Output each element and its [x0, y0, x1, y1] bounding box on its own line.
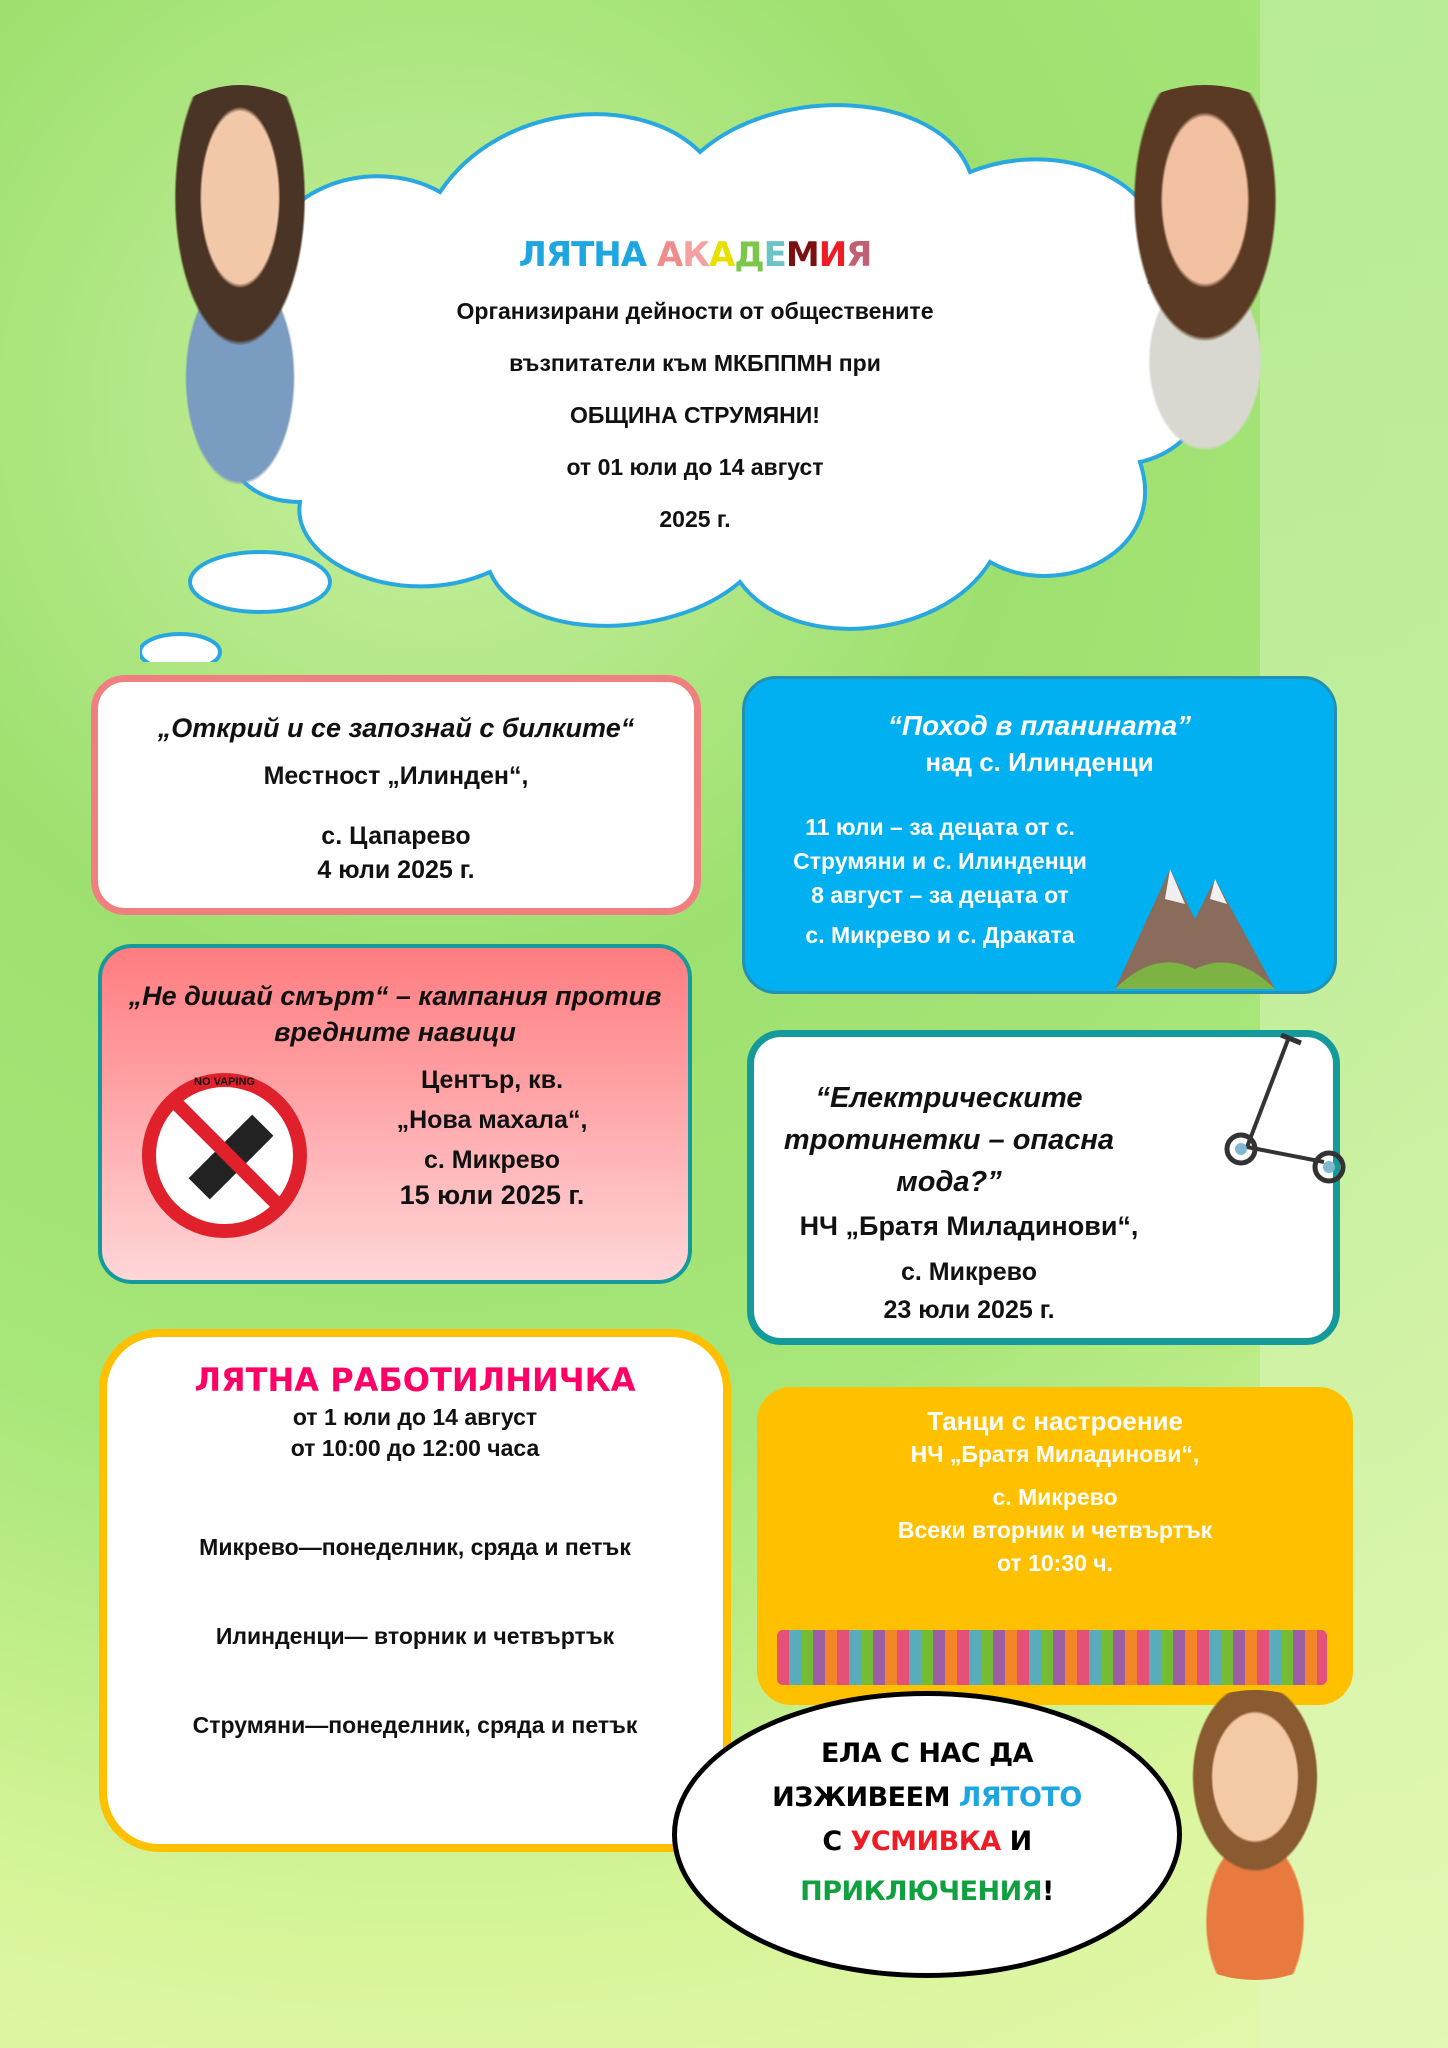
slogan-text: И	[1000, 1826, 1032, 1857]
event-date: 23 юли 2025 г.	[883, 1296, 1055, 1324]
boy-illustration	[1030, 85, 1380, 545]
no-vaping-label: NO VAPING	[194, 1076, 255, 1088]
event-location: НЧ „Братя Миладинови“,	[910, 1441, 1200, 1467]
event-days: Всеки вторник и четвъртък	[897, 1517, 1213, 1543]
event-title: Танци с настроение	[926, 1406, 1183, 1436]
slogan-highlight: ЛЯТОТО	[958, 1782, 1082, 1813]
event-title: „Не дишай смърт“ – кампания против вредните навици	[128, 981, 662, 1048]
header-line: от 01 юли до 14 август	[566, 454, 824, 480]
event-title: “Електрическите тротинетки – опасна мода?”	[783, 1082, 1115, 1198]
event-village: с. Микрево	[901, 1258, 1037, 1286]
title-letter: Е	[763, 235, 786, 275]
header-line: 2025 г.	[659, 506, 731, 532]
header-text	[330, 225, 1060, 545]
slogan-highlight: ПРИКЛЮЧЕНИЯ	[800, 1876, 1043, 1907]
title-letter: К	[682, 235, 709, 275]
event-scooters	[747, 1030, 1340, 1345]
event-village: с. Микрево	[424, 1146, 560, 1174]
workshop-title: ЛЯТНА РАБОТИЛНИЧКА	[194, 1361, 636, 1399]
title-letter: А	[656, 235, 683, 275]
title-letter: Д	[734, 235, 764, 275]
event-date: 4 юли 2025 г.	[317, 855, 475, 884]
schedule-item: Микрево—понеделник, сряда и петък	[199, 1534, 631, 1561]
title-letter: А	[709, 235, 735, 275]
scooter-icon	[1219, 1027, 1349, 1187]
mountain-icon	[1115, 849, 1275, 989]
schedule-item: Струмяни—понеделник, сряда и петък	[192, 1712, 638, 1739]
event-no-smoking	[98, 944, 692, 1284]
slogan-text: !	[1042, 1876, 1054, 1907]
event-herbs	[91, 675, 701, 915]
schedule-item: Илинденци— вторник и четвъртък	[215, 1623, 615, 1650]
page-title	[330, 225, 1060, 285]
event-title: “Поход в планината”	[887, 710, 1192, 741]
event-detail: Струмяни и с. Илинденци	[793, 847, 1087, 874]
event-location: над с. Илинденци	[925, 746, 1154, 777]
event-detail: с. Микрево и с. Драката	[805, 921, 1075, 948]
event-date: 15 юли 2025 г.	[399, 1180, 585, 1210]
workshop	[99, 1329, 731, 1852]
slogan-text: ИЗЖИВЕЕМ	[772, 1782, 959, 1813]
header-line: Организирани дейности от обществените	[456, 298, 934, 324]
dancers-illustration	[777, 1630, 1327, 1685]
event-hike	[742, 676, 1337, 994]
no-vaping-icon	[142, 1073, 307, 1238]
event-village: с. Цапарево	[321, 822, 471, 851]
workshop-dates: от 1 юли до 14 август	[292, 1404, 538, 1431]
slogan-bubble	[672, 1691, 1182, 1978]
event-detail: 8 август – за децата от	[811, 881, 1069, 908]
header-line: възпитатели към МКБППМН при	[509, 350, 881, 376]
title-letter: И	[818, 235, 847, 275]
event-location: НЧ „Братя Миладинови“,	[799, 1211, 1139, 1241]
event-location: Център, кв.	[420, 1066, 564, 1094]
title-letter: М	[785, 235, 819, 275]
event-location: Местност „Илинден“,	[263, 762, 529, 791]
slogan-highlight: УСМИВКА	[850, 1826, 1001, 1857]
title-letter: ЛЯТНА	[518, 235, 657, 275]
event-detail: 11 юли – за децата от с.	[805, 813, 1075, 840]
event-village: с. Микрево	[992, 1484, 1118, 1510]
slogan-text: С	[822, 1826, 851, 1857]
event-title: „Открий и се запознай с билките“	[157, 713, 635, 743]
child-illustration	[1120, 1690, 1390, 1980]
workshop-hours: от 10:00 до 12:00 часа	[290, 1435, 540, 1462]
event-dance	[757, 1387, 1353, 1705]
title-letter: Я	[846, 235, 872, 275]
slogan-line: ЕЛА С НАС ДА	[820, 1738, 1034, 1769]
header-line: ОБЩИНА СТРУМЯНИ!	[570, 402, 820, 428]
event-location: „Нова махала“,	[396, 1106, 588, 1134]
event-time: от 10:30 ч.	[996, 1550, 1114, 1576]
